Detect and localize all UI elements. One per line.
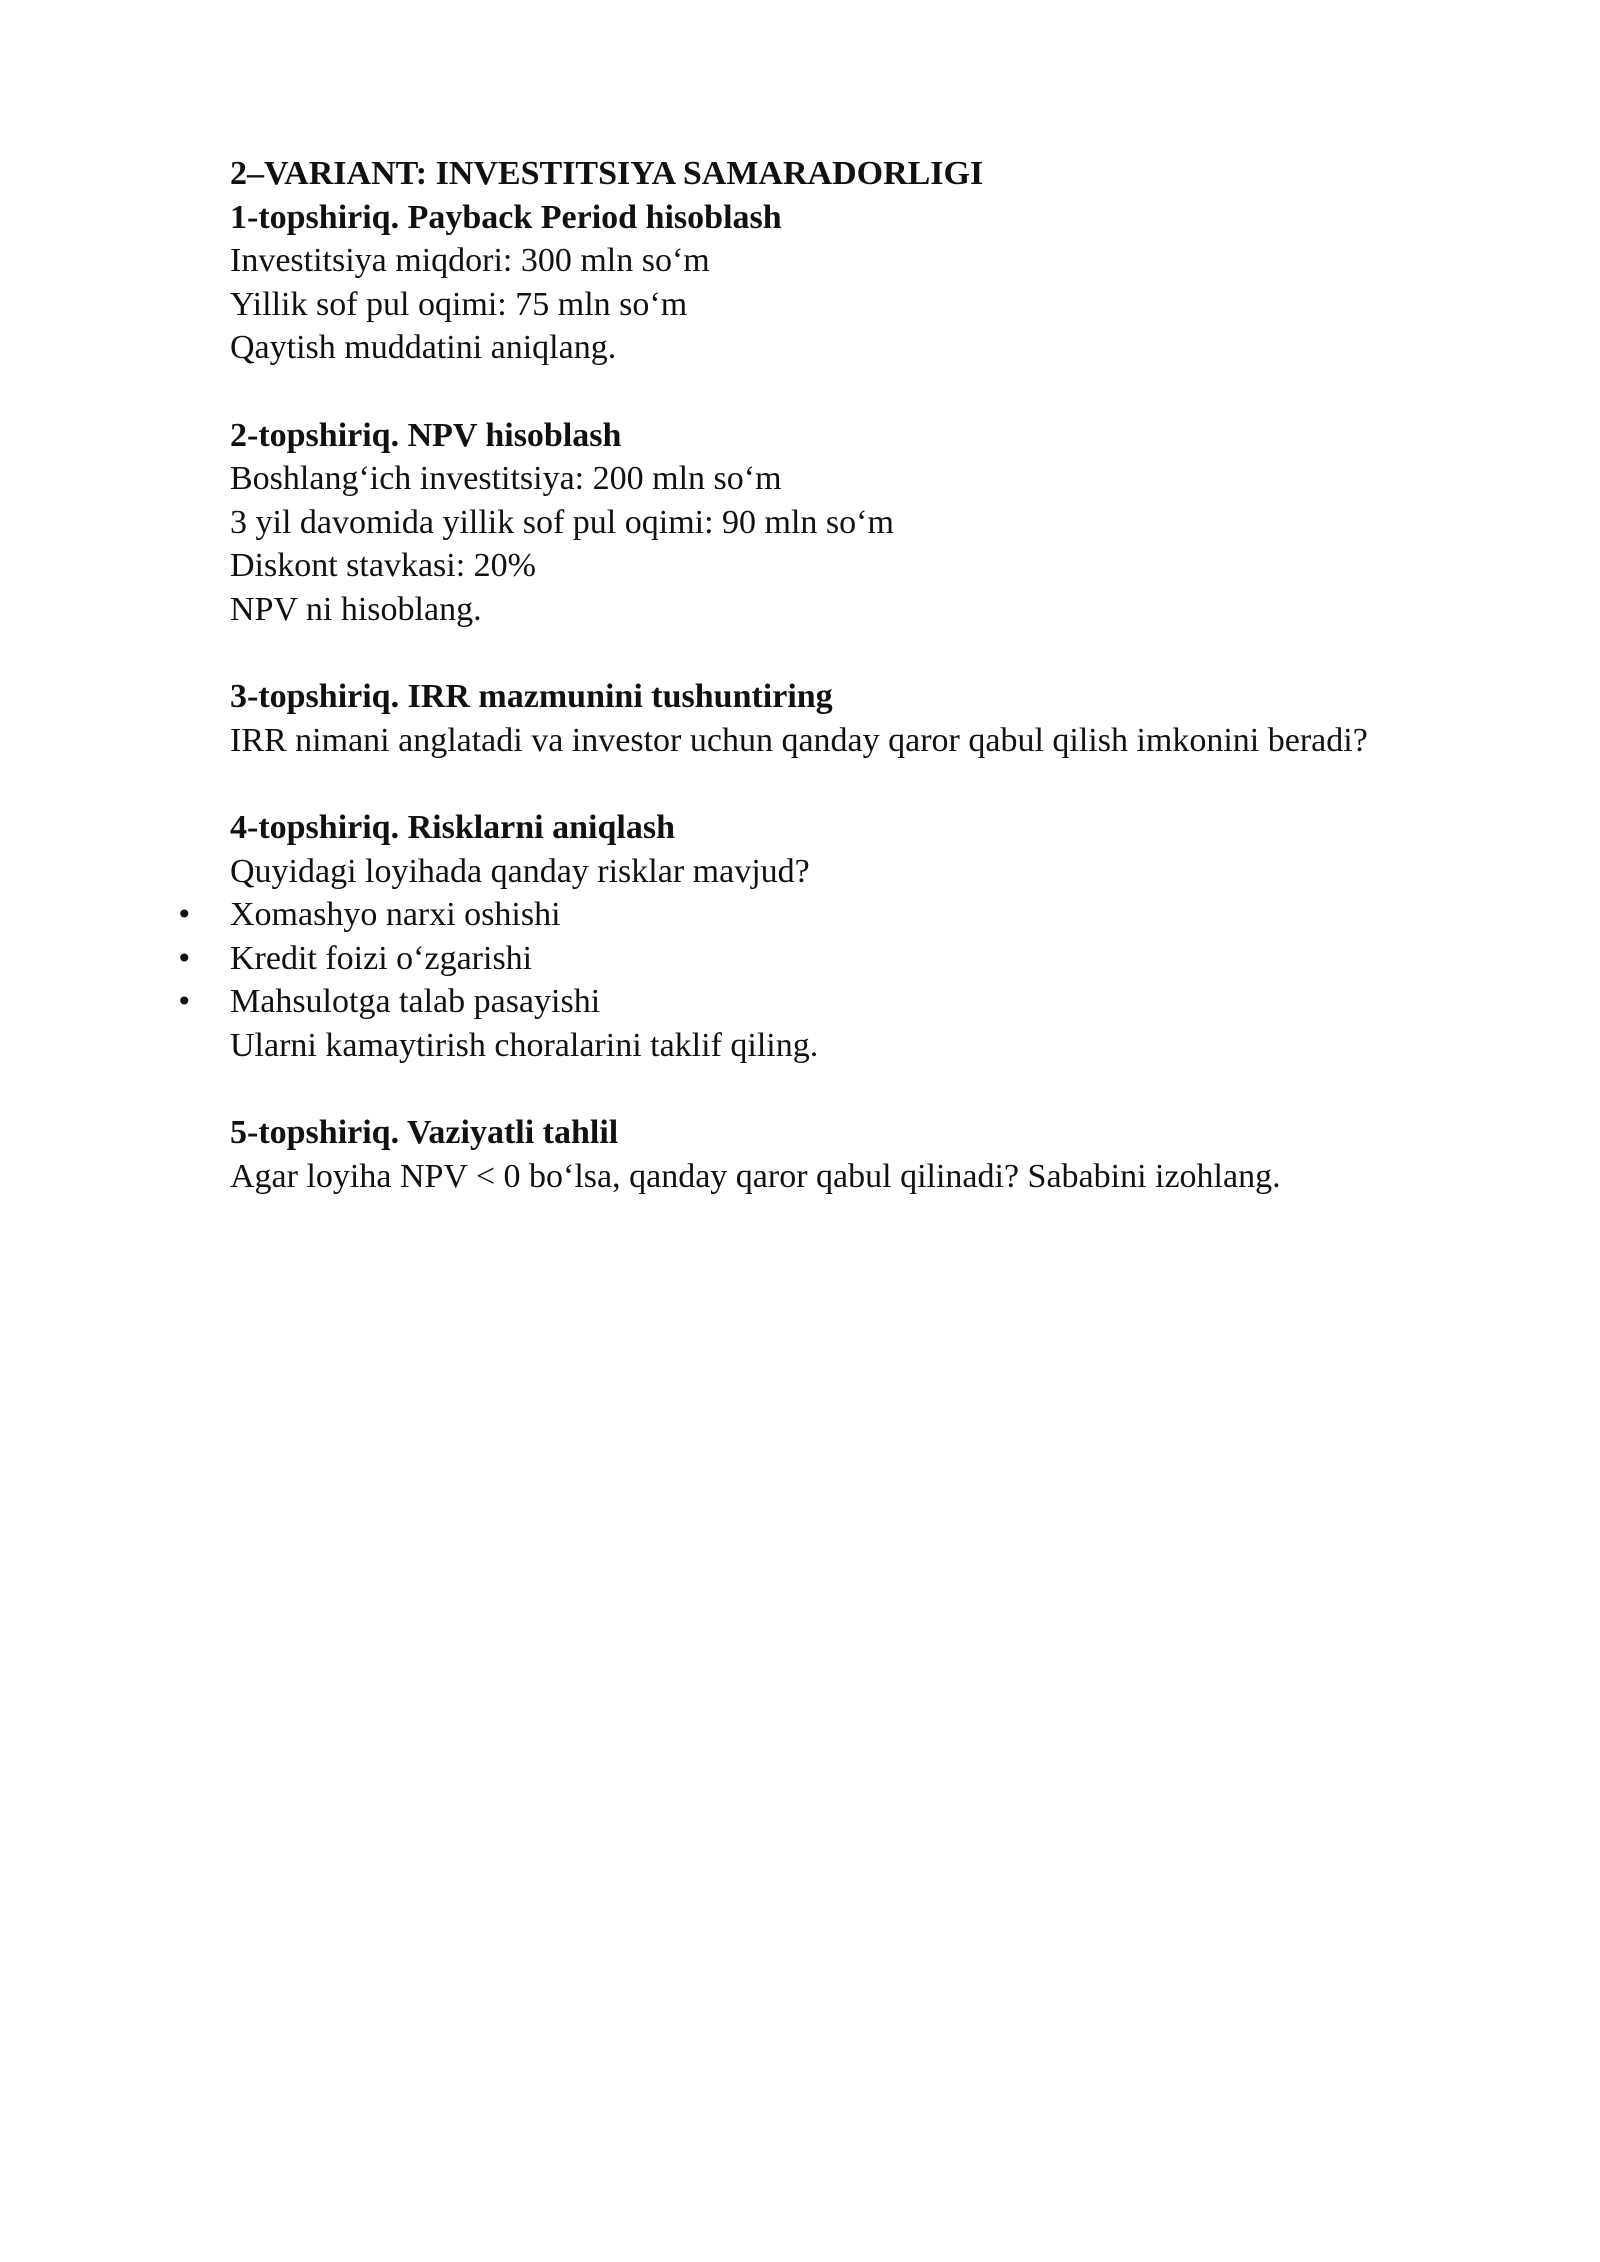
- task-5-heading: 5-topshiriq. Vaziyatli tahlil: [230, 1114, 619, 1152]
- paragraph-spacer: [230, 370, 1430, 414]
- task-2-line: Diskont stavkasi: 20%: [230, 547, 536, 585]
- risk-list-item: [176, 937, 1430, 981]
- task-5-text: Agar loyiha NPV < 0 bo‘lsa, qanday qaror qabul qilinadi? Sababini izohlang.: [230, 1157, 1281, 1195]
- risk-list-item-text: Mahsulotga talab pasayishi: [230, 983, 601, 1021]
- task-4-outro: Ularni kamaytirish choralarini taklif qiling.: [230, 1026, 819, 1064]
- task-2-line: 3 yil davomida yillik sof pul oqimi: 90 mln so‘m: [230, 503, 894, 541]
- task-1-line: Investitsiya miqdori: 300 mln so‘m: [230, 242, 710, 280]
- task-2-line: Boshlang‘ich investitsiya: 200 mln so‘m: [230, 460, 782, 498]
- risk-list-item-text: Kredit foizi o‘zgarishi: [230, 939, 533, 977]
- risk-list-item: [176, 980, 1430, 1024]
- paragraph-spacer: [230, 1067, 1430, 1111]
- task-1-line: Qaytish muddatini aniqlang.: [230, 329, 617, 367]
- bullet-icon: •: [176, 941, 193, 975]
- risk-list-item-text: Xomashyo narxi oshishi: [230, 896, 561, 934]
- task-1-line: Yillik sof pul oqimi: 75 mln so‘m: [230, 285, 688, 323]
- task-2-heading: 2-topshiriq. NPV hisoblash: [230, 416, 622, 454]
- risk-list-item: [176, 893, 1430, 937]
- risk-list: [176, 893, 1430, 1024]
- paragraph-spacer: [230, 762, 1430, 806]
- task-3-text: IRR nimani anglatadi va investor uchun qanday qaror qabul qilish imkonini beradi?: [230, 721, 1368, 759]
- task-4-section: [176, 806, 1430, 1068]
- bullet-icon: •: [176, 898, 193, 932]
- task-1-heading: 1-topshiriq. Payback Period hisoblash: [230, 198, 782, 236]
- task-3-heading: 3-topshiriq. IRR mazmunini tushuntiring: [230, 678, 833, 716]
- task-2-line: NPV ni hisoblang.: [230, 590, 482, 628]
- document-body: [176, 152, 1430, 1198]
- task-3-section: [230, 675, 1430, 762]
- task-4-heading: 4-topshiriq. Risklarni aniqlash: [230, 808, 675, 846]
- task-5-section: [230, 1111, 1430, 1198]
- bullet-icon: •: [176, 985, 193, 1019]
- task-1-section: [230, 196, 1430, 370]
- task-4-intro: Quyidagi loyihada qanday risklar mavjud?: [230, 852, 810, 890]
- task-2-section: [230, 414, 1430, 632]
- variant-title: 2–VARIANT: INVESTITSIYA SAMARADORLIGI: [230, 155, 984, 192]
- paragraph-spacer: [230, 632, 1430, 676]
